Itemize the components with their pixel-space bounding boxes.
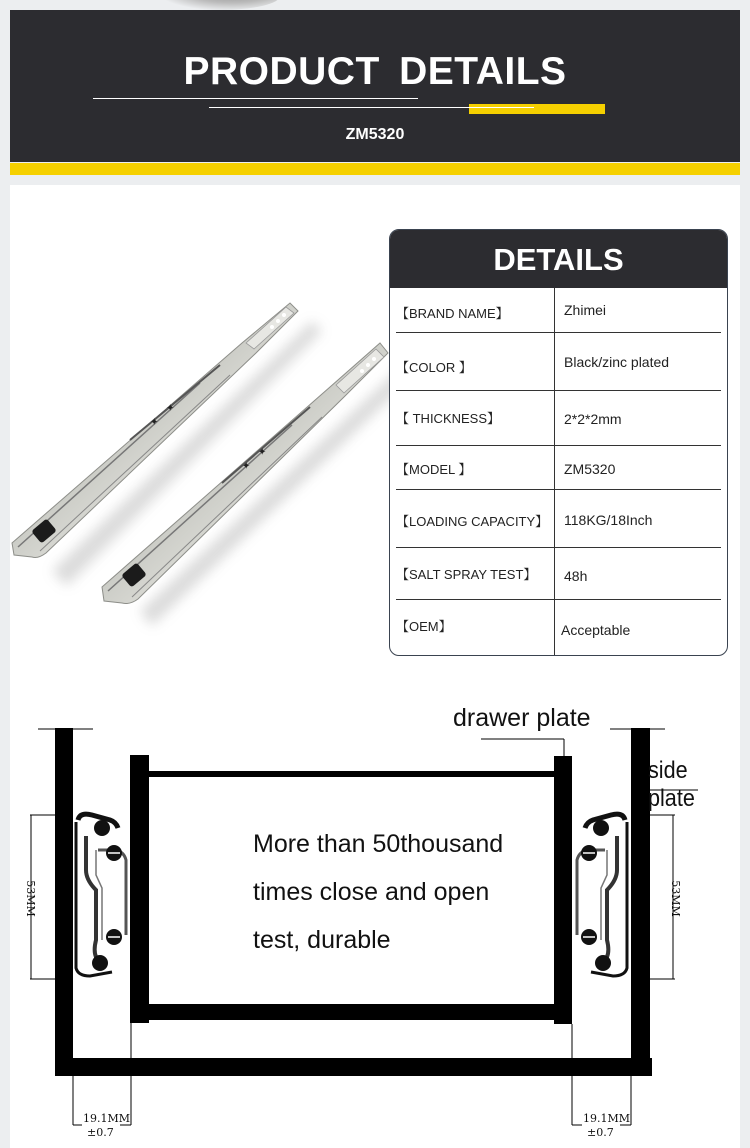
svg-text:✦: ✦ [166,403,175,414]
row-value: ZM5320 [564,461,616,477]
table-row-thickness [396,390,721,445]
description-line: times close and open [253,878,490,906]
table-row-loading-capacity [396,489,721,547]
label-side-plate: side plate [648,757,695,812]
drawer-slide-image [10,265,390,645]
details-table [389,229,728,656]
row-value: 118KG/18Inch [564,512,653,528]
height-dimension-right: 53MM [668,880,682,917]
gap-dimension-left: 19.1MM [83,1112,131,1125]
table-row-brand [396,288,721,332]
gap-tolerance-right: ±0.7 [587,1126,614,1139]
svg-text:✦: ✦ [258,447,267,458]
description-line: test, durable [253,926,391,954]
row-value: 48h [564,568,588,584]
row-label: 【MODEL 】 [396,462,472,477]
slide-profile-right [577,814,627,976]
product-details-banner [10,10,740,162]
partial-image-top [160,0,280,10]
details-table-title: DETAILS [390,230,727,288]
table-row-model [396,445,721,489]
row-value: Black/zinc plated [564,354,670,370]
row-value: Acceptable [561,622,631,638]
svg-text:✦: ✦ [242,461,251,472]
slide-profile-left [76,814,126,976]
banner-title: PRODUCT DETAILS [183,50,567,93]
height-dimension-left: 53MM [23,880,37,917]
row-label: 【COLOR 】 [396,360,472,375]
description-line: More than 50thousand [253,830,504,858]
yellow-stripe [10,163,740,175]
banner-model: ZM5320 [345,126,405,143]
row-label: 【OEM】 [396,619,452,634]
table-row-color [396,332,721,390]
row-label: 【BRAND NAME】 [396,306,509,321]
row-label: 【SALT SPRAY TEST】 [396,567,537,582]
durability-description [253,820,503,964]
decorative-line [209,107,534,108]
decorative-line [93,98,418,99]
row-label: 【LOADING CAPACITY】 [396,514,549,529]
row-value: 2*2*2mm [564,411,622,427]
table-row-oem [396,599,721,656]
gap-tolerance-left: ±0.7 [87,1126,114,1139]
svg-text:✦: ✦ [150,417,159,428]
decorative-yellow-bar [469,104,605,114]
label-drawer-plate: drawer plate [453,704,591,732]
row-value: Zhimei [564,302,607,318]
table-row-salt-spray [396,547,721,599]
cross-section-diagram [10,700,740,1148]
gap-dimension-right: 19.1MM [583,1112,631,1125]
row-label: 【 THICKNESS】 [396,411,501,426]
